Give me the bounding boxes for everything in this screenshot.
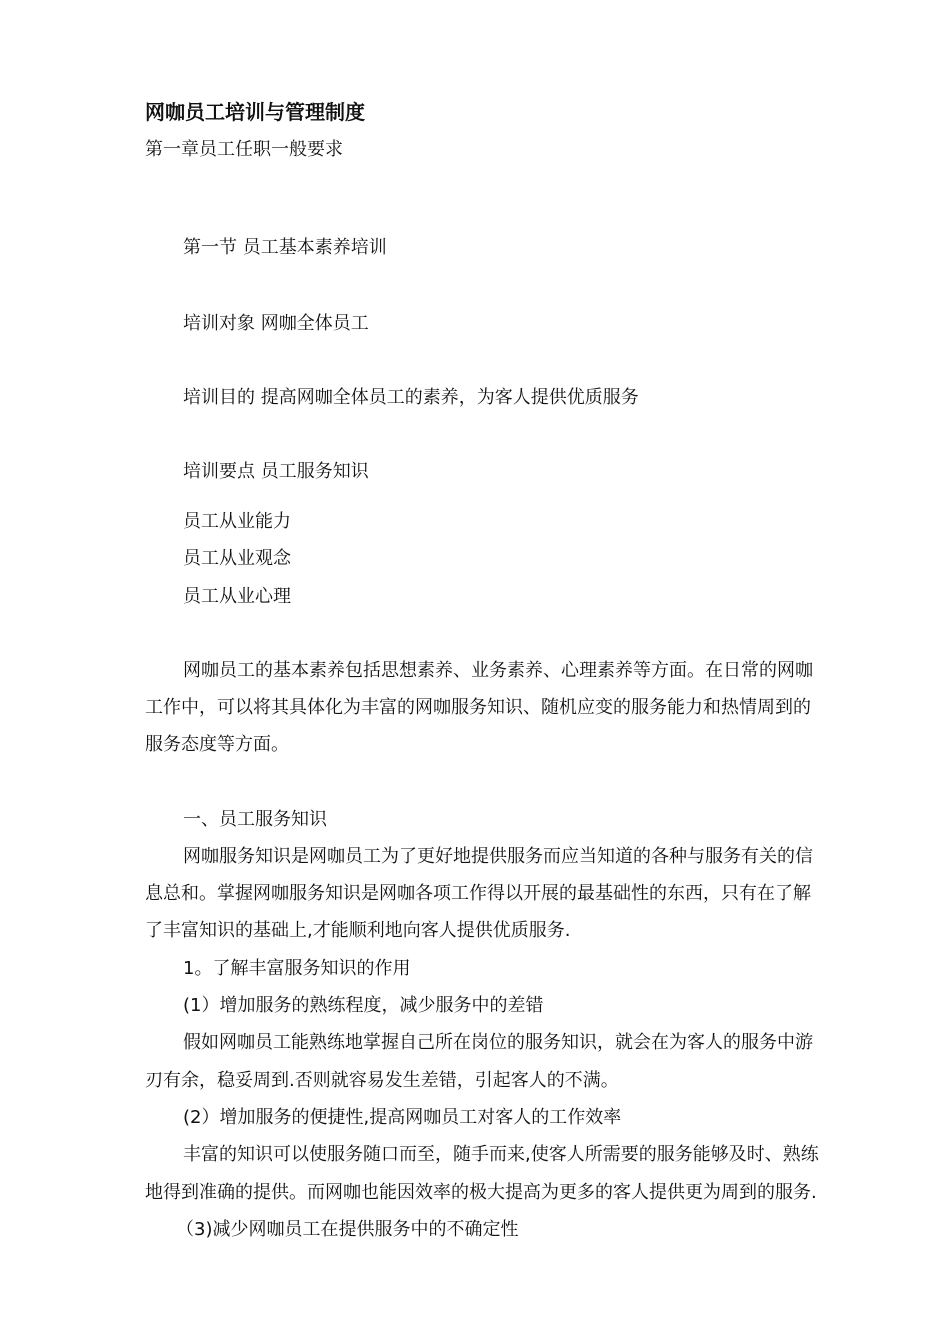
numbered-heading: 1。了解丰富服务知识的作用 — [183, 958, 411, 979]
section-heading: 第一节 员工基本素养培训 — [183, 237, 387, 258]
training-points-head: 培训要点 员工服务知识 — [183, 461, 369, 482]
paragraph-line: 息总和。掌握网咖服务知识是网咖各项工作得以开展的最基础性的东西，只有在了解 — [145, 883, 811, 904]
paragraph-line: 网咖服务知识是网咖员工为了更好地提供服务而应当知道的各种与服务有关的信 — [183, 846, 813, 867]
numbered-subheading: (2）增加服务的便捷性,提高网咖员工对客人的工作效率 — [183, 1107, 622, 1128]
paragraph-line: 刃有余，稳妥周到.否则就容易发生差错，引起客人的不满。 — [145, 1070, 619, 1091]
intro-paragraph-line: 网咖员工的基本素养包括思想素养、业务素养、心理素养等方面。在日常的网咖 — [183, 660, 813, 681]
subheading: 一、员工服务知识 — [183, 809, 327, 830]
paragraph-line: 地得到准确的提供。而网咖也能因效率的极大提高为更多的客人提供更为周到的服务. — [145, 1182, 817, 1203]
intro-paragraph-line: 服务态度等方面。 — [145, 734, 289, 755]
training-point: 员工从业观念 — [183, 548, 291, 569]
paragraph-line: 了丰富知识的基础上,才能顺利地向客人提供优质服务. — [145, 920, 571, 941]
paragraph-line: 假如网咖员工能熟练地掌握自己所在岗位的服务知识，就会在为客人的服务中游 — [183, 1032, 813, 1053]
document-title: 网咖员工培训与管理制度 — [145, 100, 365, 124]
training-point: 员工从业能力 — [183, 511, 291, 532]
chapter-heading: 第一章员工任职一般要求 — [145, 139, 343, 160]
intro-paragraph-line: 工作中，可以将其具体化为丰富的网咖服务知识、随机应变的服务能力和热情周到的 — [145, 697, 811, 718]
numbered-subheading: （3)减少网咖员工在提供服务中的不确定性 — [176, 1219, 519, 1240]
paragraph-line: 丰富的知识可以使服务随口而至，随手而来,使客人所需要的服务能够及时、熟练 — [183, 1144, 819, 1165]
training-goal: 培训目的 提高网咖全体员工的素养，为客人提供优质服务 — [183, 387, 639, 408]
training-point: 员工从业心理 — [183, 586, 291, 607]
training-target: 培训对象 网咖全体员工 — [183, 313, 369, 334]
numbered-subheading: (1）增加服务的熟练程度，减少服务中的差错 — [183, 995, 544, 1016]
